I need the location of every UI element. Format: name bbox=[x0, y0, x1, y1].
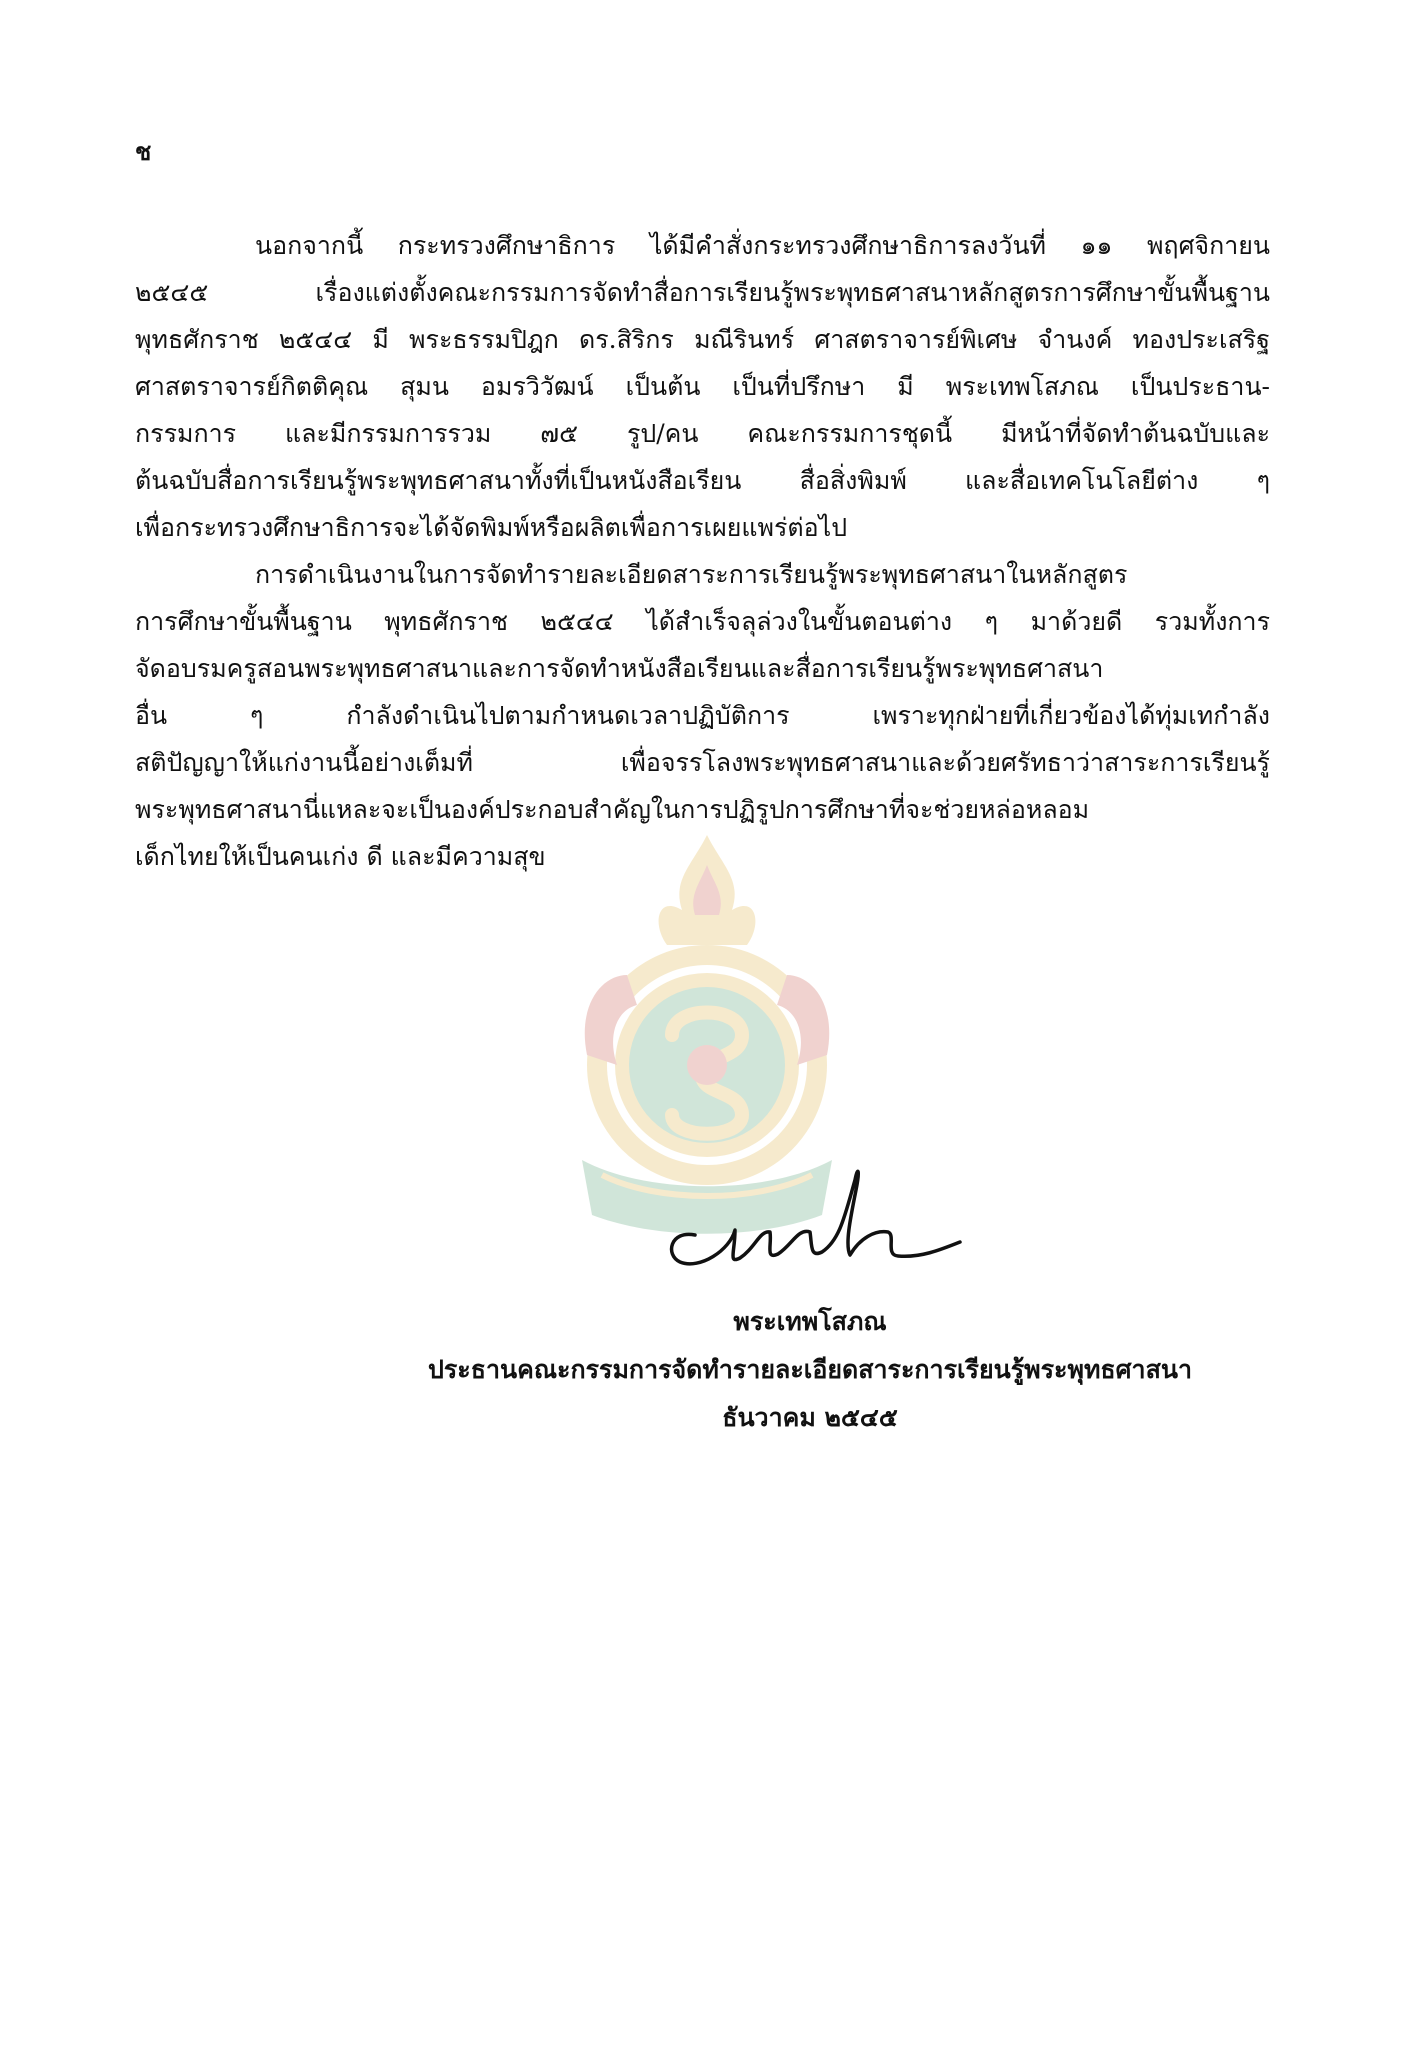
paragraph-1 bbox=[135, 222, 1270, 551]
paragraph-line: การศึกษาขั้นพื้นฐาน พุทธศักราช ๒๕๔๔ ได้สำเร็จลุล่วงในขั้นตอนต่าง ๆ มาด้วยดี รวมทั้งการ bbox=[135, 607, 1270, 636]
signature-date: ธันวาคม ๒๕๔๕ bbox=[722, 1403, 898, 1432]
paragraph-line: จัดอบรมครูสอนพระพุทธศาสนาและการจัดทำหนังสือเรียนและสื่อการเรียนรู้พระพุทธศาสนา bbox=[135, 654, 1104, 683]
paragraph-line: เด็กไทยให้เป็นคนเก่ง ดี และมีความสุข bbox=[135, 842, 546, 871]
paragraph-line: ศาสตราจารย์กิตติคุณ สุมน อมรวิวัฒน์ เป็นต้น เป็นที่ปรึกษา มี พระเทพโสภณ เป็นประธาน- bbox=[135, 372, 1270, 401]
signature-block bbox=[360, 1298, 1260, 1442]
paragraph-line: เพื่อกระทรวงศึกษาธิการจะได้จัดพิมพ์หรือผลิตเพื่อการเผยแพร่ต่อไป bbox=[135, 513, 848, 542]
signatory-position: ประธานคณะกรรมการจัดทำรายละเอียดสาระการเรียนรู้พระพุทธศาสนา bbox=[428, 1355, 1192, 1384]
paragraph-line: นอกจากนี้ กระทรวงศึกษาธิการ ได้มีคำสั่งกระทรวงศึกษาธิการลงวันที่ ๑๑ พฤศจิกายน bbox=[255, 231, 1270, 260]
paragraph-line: ต้นฉบับสื่อการเรียนรู้พระพุทธศาสนาทั้งที่เป็นหนังสือเรียน สื่อสิ่งพิมพ์ และสื่อเทคโนโลยีต่าง ๆ bbox=[135, 466, 1270, 495]
paragraph-line: ๒๕๔๕ เรื่องแต่งตั้งคณะกรรมการจัดทำสื่อการเรียนรู้พระพุทธศาสนาหลักสูตรการศึกษาขั้นพื้นฐาน bbox=[135, 278, 1270, 307]
paragraph-line: อื่น ๆ กำลังดำเนินไปตามกำหนดเวลาปฏิบัติการ เพราะทุกฝ่ายที่เกี่ยวข้องได้ทุ่มเทกำลัง bbox=[135, 701, 1270, 730]
signatory-name: พระเทพโสภณ bbox=[733, 1307, 887, 1336]
page-number: ช bbox=[135, 137, 152, 166]
paragraph-line: สติปัญญาให้แก่งานนี้อย่างเต็มที่ เพื่อจรรโลงพระพุทธศาสนาและด้วยศรัทธาว่าสาระการเรียนรู้ bbox=[135, 748, 1270, 777]
paragraph-line: พุทธศักราช ๒๕๔๔ มี พระธรรมปิฎก ดร.สิริกร มณีรินทร์ ศาสตราจารย์พิเศษ จำนงค์ ทองประเสริฐ bbox=[135, 325, 1270, 354]
body-text bbox=[135, 222, 1270, 880]
paragraph-line: พระพุทธศาสนานี่แหละจะเป็นองค์ประกอบสำคัญในการปฏิรูปการศึกษาที่จะช่วยหล่อหลอม bbox=[135, 795, 1090, 824]
paragraph-line: กรรมการ และมีกรรมการรวม ๗๕ รูป/คน คณะกรรมการชุดนี้ มีหน้าที่จัดทำต้นฉบับและ bbox=[135, 419, 1270, 448]
handwritten-signature bbox=[660, 1160, 970, 1280]
paragraph-line: การดำเนินงานในการจัดทำรายละเอียดสาระการเรียนรู้พระพุทธศาสนาในหลักสูตร bbox=[255, 560, 1128, 589]
